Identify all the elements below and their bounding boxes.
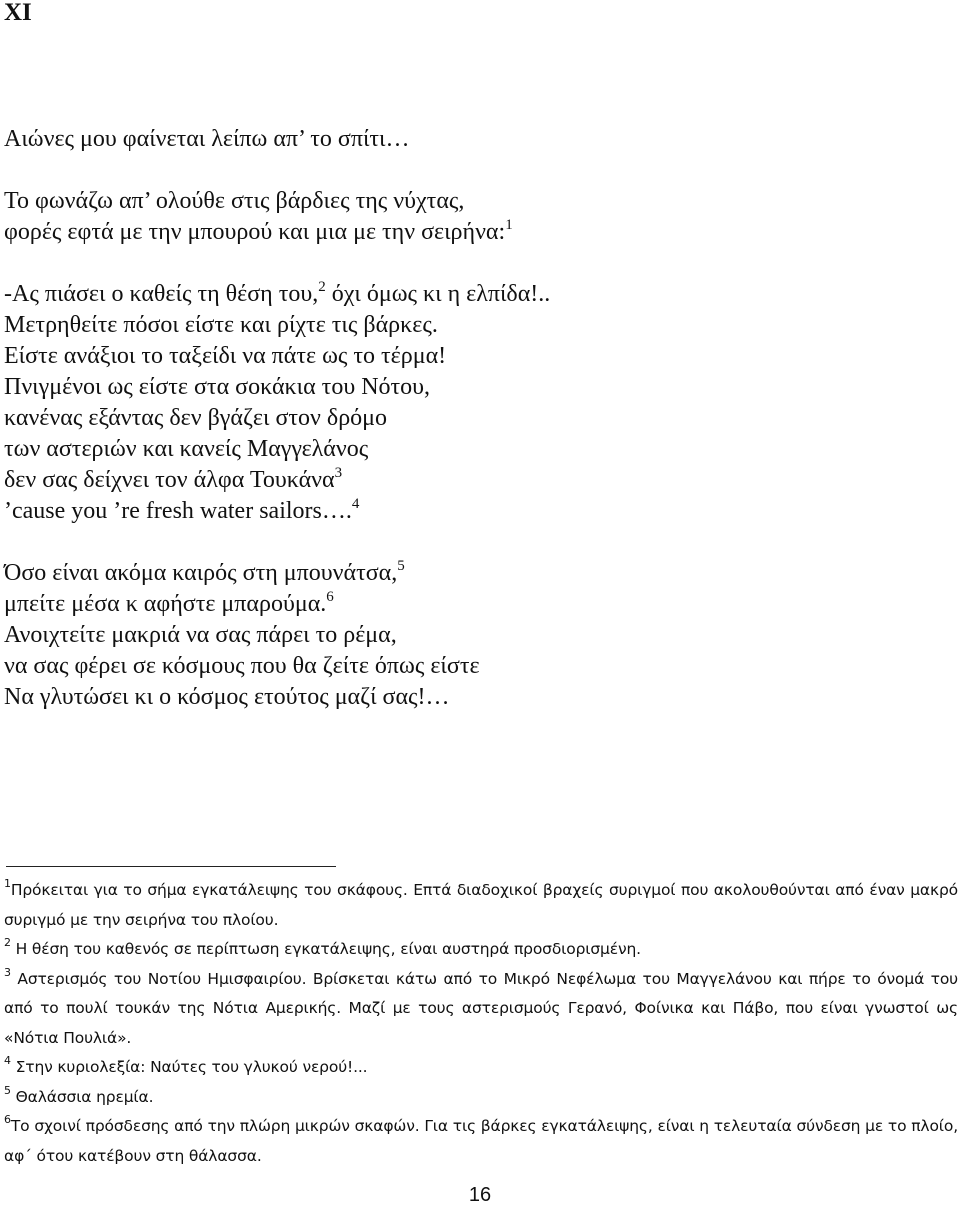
poem-line: να σας φέρει σε κόσμους που θα ζείτε όπως είστε <box>4 653 480 679</box>
poem-line: Αιώνες μου φαίνεται λείπω απ’ το σπίτι… <box>4 126 410 152</box>
poem-line: Μετρηθείτε πόσοι είστε και ρίχτε τις βάρκες. <box>4 312 438 338</box>
footnote-number: 3 <box>4 965 11 979</box>
poem-line: Είστε ανάξιοι το ταξείδι να πάτε ως το τέρμα! <box>4 343 447 369</box>
footnote-ref[interactable]: 2 <box>318 279 326 295</box>
poem-line: Να γλυτώσει κι ο κόσμος ετούτος μαζί σας!… <box>4 684 450 710</box>
poem-line: κανένας εξάντας δεν βγάζει στον δρόμο <box>4 405 388 431</box>
poem-line: μπείτε μέσα κ αφήστε μπαρούμα.$^6$ <box>4 589 334 617</box>
footnote-number: 5 <box>4 1083 11 1097</box>
footnote: $^4$ Στην κυριολεξία: Ναύτες του γλυκού νερού!... <box>4 1054 368 1076</box>
footnote-ref[interactable]: 1 <box>505 217 513 233</box>
section-heading: XI <box>4 0 32 26</box>
footnote-number: 6 <box>4 1113 11 1126</box>
footnote: $^3$ Αστερισμός του Νοτίου Ημισφαιρίου. Βρίσκεται κάτω από το Μικρό Νεφέλωμα του Μαγγελάνου και πήρε το όνομά του από το πουλί τουκάν της Νότια Αμερικής. Μαζί με τους αστερισμούς Γερανό, Φοίνικα και Πάβο, που είναι γνωστοί ως «Νότια Πουλιά». <box>4 965 958 1047</box>
footnote: $^5$ Θαλάσσια ηρεμία. <box>4 1083 154 1106</box>
footnote-ref[interactable]: 4 <box>351 496 360 512</box>
poem-line: Το φωνάζω απ’ ολούθε στις βάρδιες της νύχτας, <box>4 188 465 214</box>
footnote-ref[interactable]: 6 <box>326 589 334 605</box>
poem-line: Ανοιχτείτε μακριά να σας πάρει το ρέμα, <box>4 622 397 648</box>
footnote-ref[interactable]: 3 <box>334 465 343 481</box>
footnote: $^1$Πρόκειται για το σήμα εγκατάλειψης του σκάφους. Επτά διαδοχικοί βραχείς συριγμοί που ακολουθούνται από έναν μακρό συριγμό με την σειρήνα του πλοίου. <box>4 877 958 929</box>
footnote-number: 2 <box>4 936 11 949</box>
page-number: 16 <box>468 1184 492 1206</box>
poem-line: των αστεριών και κανείς Μαγγελάνος <box>4 436 369 462</box>
footnote-number: 4 <box>4 1054 11 1067</box>
poem-line: δεν σας δείχνει τον άλφα Τουκάνα$^3$ <box>4 465 343 493</box>
poem-line: Πνιγμένοι ως είστε στα σοκάκια του Νότου, <box>4 374 431 400</box>
footnote: $^2$ Η θέση του καθενός σε περίπτωση εγκατάλειψης, είναι αυστηρά προσδιορισμένη. <box>4 936 641 958</box>
poem-line: ’cause you ’re fresh water sailors….$^4$ <box>4 496 360 524</box>
poem-line: Όσο είναι ακόμα καιρός στη μπουνάτσα,$^5$ <box>4 558 405 586</box>
poem-line: φορές εφτά με την μπουρού και μια με την σειρήνα:$^1$ <box>4 217 513 245</box>
footnote-ref[interactable]: 5 <box>397 558 405 574</box>
footnote-number: 1 <box>4 877 11 890</box>
footnotes <box>4 876 958 1171</box>
poem-body <box>4 124 954 713</box>
footnote-separator <box>6 866 336 867</box>
poem-line: -Ας πιάσει ο καθείς τη θέση του,$^2$ όχι όμως κι η ελπίδα!.. <box>4 279 551 307</box>
footnote: $^6$Το σχοινί πρόσδεσης από την πλώρη μικρών σκαφών. Για τις βάρκες εγκατάλειψης, είναι η τελευταία σύνδεση με το πλοίο, αφ΄ ότου κατέβουν στη θάλασσα. <box>4 1113 958 1165</box>
